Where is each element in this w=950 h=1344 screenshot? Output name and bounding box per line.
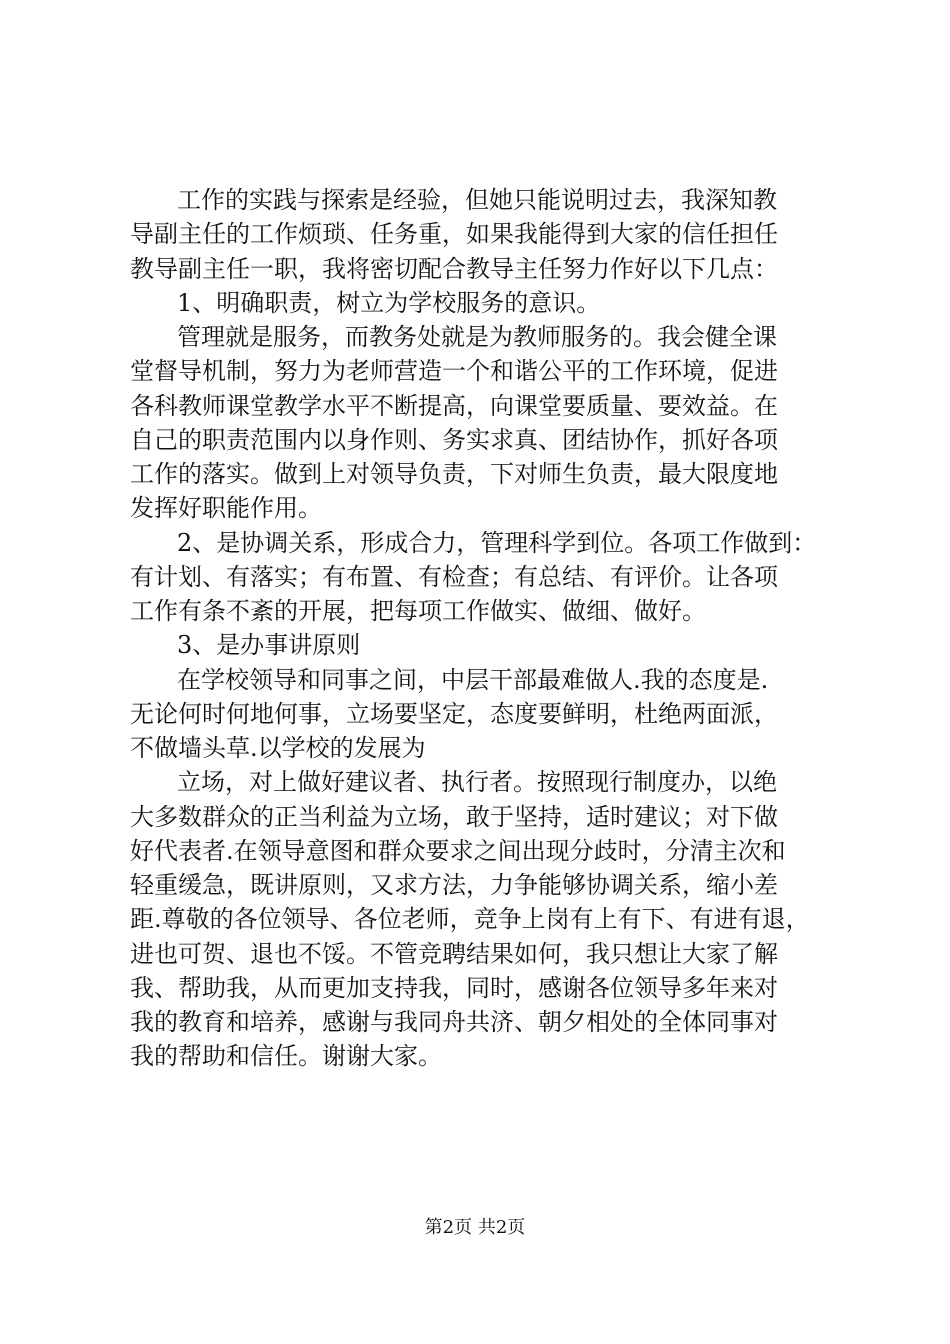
paragraph-line: 进也可贺、退也不馁。不管竞聘结果如何，我只想让大家了解 [130, 939, 778, 968]
paragraph-line: 导副主任的工作烦琐、任务重，如果我能得到大家的信任担任 [130, 220, 778, 249]
paragraph-line: 各科教师课堂教学水平不断提高，向课堂要质量、要效益。在 [130, 391, 778, 420]
paragraph-line: 堂督导机制，努力为老师营造一个和谐公平的工作环境，促进 [130, 357, 778, 386]
paragraph-line: 发挥好职能作用。 [130, 494, 322, 523]
paragraph-line: 工作的落实。做到上对领导负责，下对师生负责，最大限度地 [130, 460, 778, 488]
paragraph-line: 好代表者.在领导意图和群众要求之间出现分歧时，分清主次和 [130, 836, 786, 865]
page-number-label: 第2页 共2页 [424, 1217, 526, 1238]
paragraph-line: 工作有条不紊的开展，把每项工作做实、做细、做好。 [130, 597, 706, 625]
section-heading-2: 2、是协调关系，形成合力，管理科学到位。各项工作做到： [177, 528, 817, 557]
section-heading-1: 1、明确职责，树立为学校服务的意识。 [177, 288, 601, 317]
paragraph-line: 管理就是服务，而教务处就是为教师服务的。我会健全课 [177, 323, 777, 351]
page-footer [0, 1216, 950, 1240]
paragraph-line: 距.尊敬的各位领导、各位老师，竞争上岗有上有下、有进有退， [130, 905, 810, 934]
paragraph-line: 在学校领导和同事之间，中层干部最难做人.我的态度是. [177, 665, 769, 694]
document-body [130, 183, 830, 1074]
section-heading-3: 3、是办事讲原则 [177, 631, 361, 660]
paragraph-line: 大多数群众的正当利益为立场，敢于坚持，适时建议；对下做 [130, 802, 778, 831]
paragraph-line: 不做墙头草.以学校的发展为 [130, 734, 426, 762]
paragraph-line: 立场，对上做好建议者、执行者。按照现行制度办，以绝 [177, 768, 777, 797]
paragraph-line: 有计划、有落实；有布置、有检查；有总结、有评价。让各项 [130, 562, 778, 591]
paragraph-line: 教导副主任一职，我将密切配合教导主任努力作好以下几点： [130, 254, 778, 283]
paragraph-line: 自己的职责范围内以身作则、务实求真、团结协作，抓好各项 [130, 425, 778, 454]
paragraph-line: 我、帮助我，从而更加支持我，同时，感谢各位领导多年来对 [130, 973, 778, 1002]
paragraph-line: 轻重缓急，既讲原则，又求方法，力争能够协调关系，缩小差 [130, 871, 778, 899]
paragraph-line: 无论何时何地何事，立场要坚定，态度要鲜明，杜绝两面派， [130, 699, 778, 728]
paragraph-line: 我的教育和培养，感谢与我同舟共济、朝夕相处的全体同事对 [130, 1008, 778, 1036]
paragraph-line: 我的帮助和信任。谢谢大家。 [130, 1042, 442, 1071]
paragraph-line: 工作的实践与探索是经验，但她只能说明过去，我深知教 [177, 186, 777, 214]
